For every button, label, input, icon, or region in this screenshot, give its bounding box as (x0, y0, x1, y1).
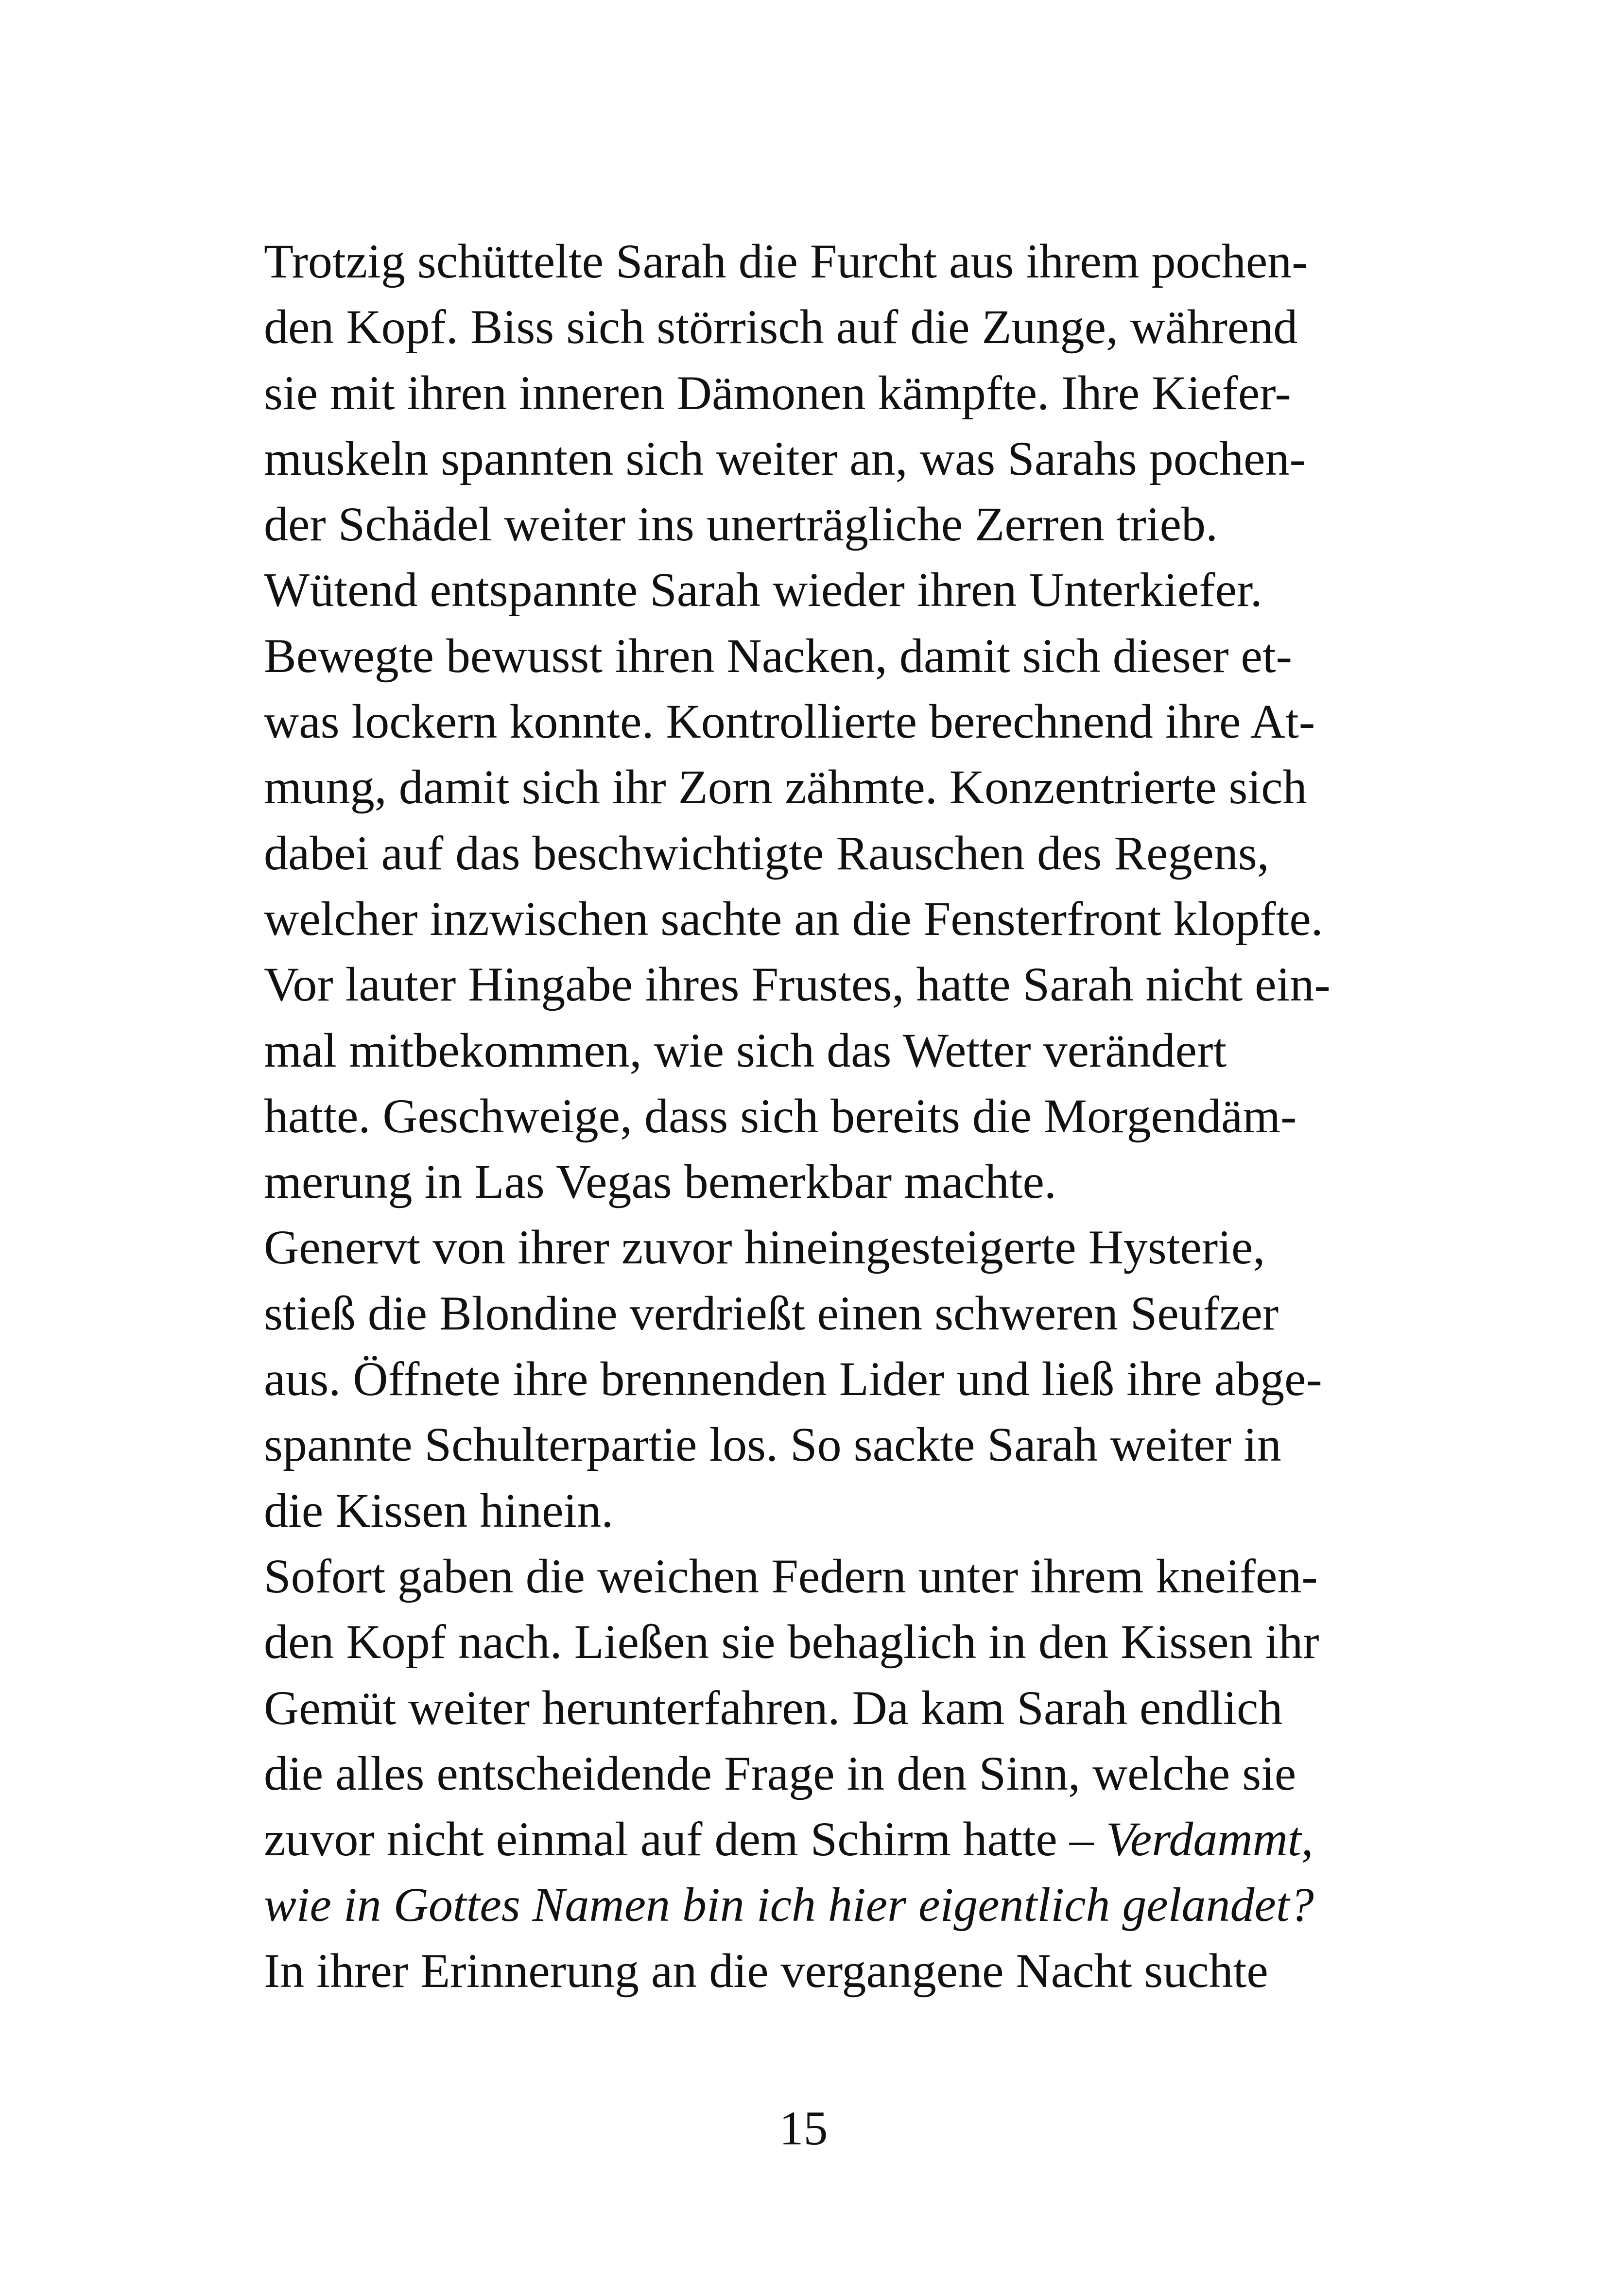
text-line-11: welcher inzwischen sachte an die Fensterfront klopfte. (264, 891, 1323, 946)
text-line-3: sie mit ihren inneren Dämonen kämpfte. Ihre Kiefer- (264, 365, 1291, 420)
text-line-8: was lockern konnte. Kontrollierte berechnend ihre At- (264, 694, 1315, 749)
text-line-20: die Kissen hinein. (264, 1483, 614, 1537)
text-line-4: muskeln spannten sich weiter an, was Sarahs pochen- (264, 431, 1306, 485)
text-line-26-italic: wie in Gottes Namen bin ich hier eigentlich gelandet? (264, 1878, 1314, 1932)
text-line-26 (264, 1872, 1343, 1937)
text-line-13: mal mitbekommen, wie sich das Wetter verändert (264, 1023, 1227, 1077)
text-line-12: Vor lauter Hingabe ihres Frustes, hatte Sarah nicht ein- (264, 957, 1331, 1012)
text-line-5: der Schädel weiter ins unerträgliche Zerren trieb. (264, 497, 1218, 552)
text-line-27: In ihrer Erinnerung an die vergangene Nacht suchte (264, 1943, 1268, 1998)
text-line-9: mung, damit sich ihr Zorn zähmte. Konzentrierte sich (264, 760, 1307, 814)
text-line-25-regular: zuvor nicht einmal auf dem Schirm hatte – (264, 1812, 1106, 1866)
text-line-18: aus. Öffnete ihre brennenden Lider und ließ ihre abge- (264, 1352, 1322, 1406)
text-line-24: die alles entscheidende Frage in den Sinn, welche sie (264, 1746, 1296, 1800)
text-line-16: Genervt von ihrer zuvor hineingesteigerte Hysterie, (264, 1220, 1265, 1275)
text-line-7: Bewegte bewusst ihren Nacken, damit sich dieser et- (264, 628, 1292, 683)
text-line-17: stieß die Blondine verdrießt einen schweren Seufzer (264, 1286, 1279, 1340)
text-line-19: spannte Schulterpartie los. So sackte Sarah weiter in (264, 1417, 1281, 1472)
body-text (264, 228, 1343, 2003)
text-line-21: Sofort gaben die weichen Federn unter ihrem kneifen- (264, 1549, 1318, 1603)
page-number: 15 (779, 2101, 828, 2155)
text-line-1: Trotzig schüttelte Sarah die Furcht aus ihrem pochen- (264, 234, 1308, 288)
text-line-14: hatte. Geschweige, dass sich bereits die Morgendäm- (264, 1088, 1297, 1143)
text-line-23: Gemüt weiter herunterfahren. Da kam Sarah endlich (264, 1680, 1283, 1735)
text-line-2: den Kopf. Biss sich störrisch auf die Zunge, während (264, 300, 1298, 354)
text-line-22: den Kopf nach. Ließen sie behaglich in den Kissen ihr (264, 1615, 1319, 1669)
text-line-6: Wütend entspannte Sarah wieder ihren Unterkiefer. (264, 563, 1262, 617)
text-line-15: merung in Las Vegas bemerkbar machte. (264, 1155, 1056, 1209)
text-line-25 (264, 1806, 1343, 1872)
text-line-25-italic: Verdammt, (1106, 1812, 1313, 1866)
text-line-10: dabei auf das beschwichtigte Rauschen des Regens, (264, 826, 1269, 880)
